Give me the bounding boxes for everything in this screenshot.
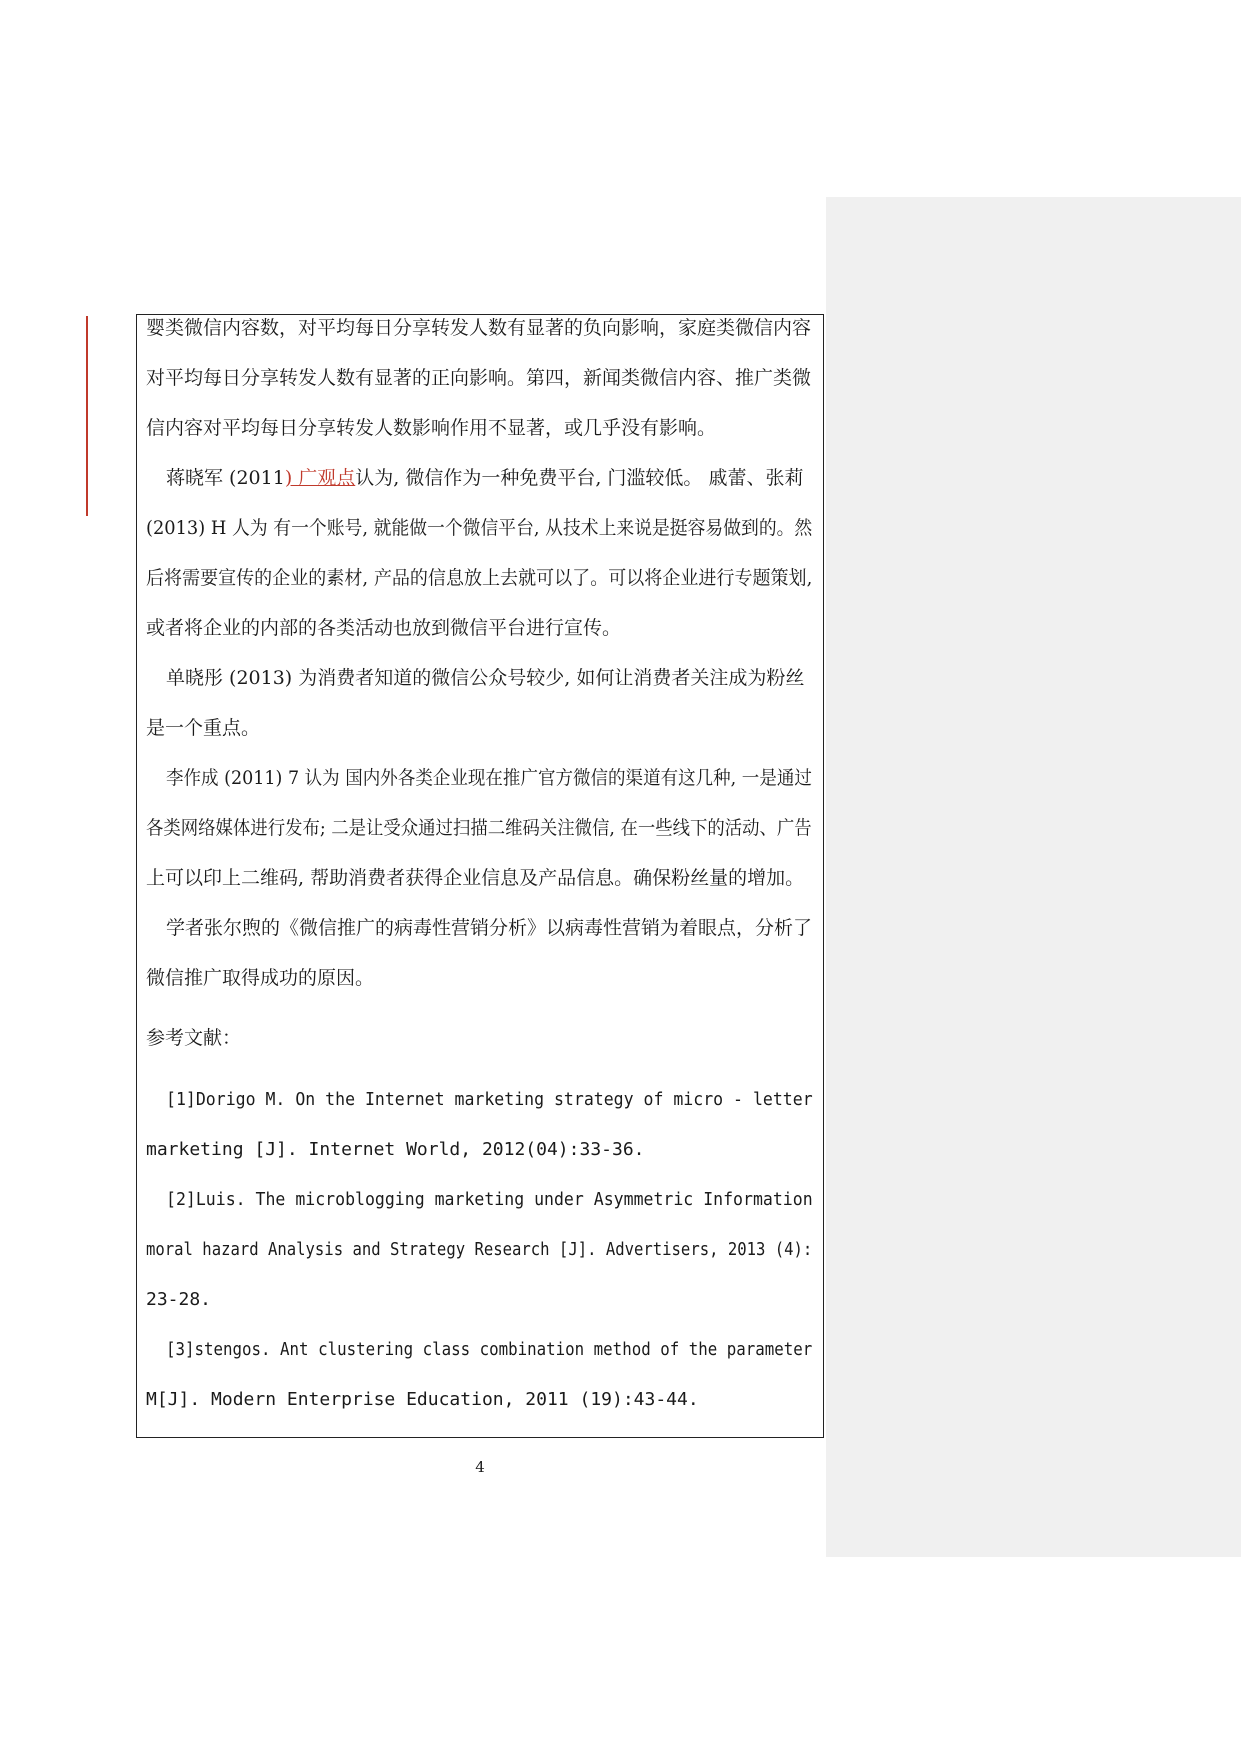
body-line: 李作成 (2011) 7 认为 国内外各类企业现在推广官方微信的渠道有这几种, 一是通过 [166, 767, 812, 789]
body-line: 对平均每日分享转发人数有显著的正向影响。第四，新闻类微信内容、推广类微 [146, 367, 812, 389]
body-line: 学者张尔煦的《微信推广的病毒性营销分析》以病毒性营销为着眼点，分析了 [166, 917, 813, 939]
body-line: 上可以印上二维码, 帮助消费者获得企业信息及产品信息。确保粉丝量的增加。 [146, 867, 805, 889]
tracked-change-insertion[interactable]: ) 广观点 [284, 467, 356, 489]
body-line: (2013) H 人为 有一个账号, 就能做一个微信平台, 从技术上来说是挺容易做到的。然 [146, 517, 813, 539]
reference-line: [2]Luis. The microblogging marketing under Asymmetric Information [166, 1189, 813, 1210]
body-line: 或者将企业的内部的各类活动也放到微信平台进行宣传。 [146, 617, 622, 639]
references-heading: 参考文献： [146, 1027, 242, 1049]
reference-line: marketing [J]. Internet World, 2012(04):33-36. [146, 1139, 645, 1160]
page-number: 4 [475, 1458, 485, 1476]
body-line: 是一个重点。 [146, 717, 261, 739]
body-line: 各类网络媒体进行发布; 二是让受众通过扫描二维码关注微信, 在一些线下的活动、广告 [146, 817, 812, 839]
comment-pane [826, 197, 1241, 1557]
reference-line: [3]stengos. Ant clustering class combination method of the parameter [166, 1339, 813, 1360]
body-text: 认为, 微信作为一种免费平台, 门滥较低。 戚蕾、张莉 [355, 467, 804, 489]
citation-author: 蒋晓军 (2011 [166, 467, 285, 489]
body-line: 信内容对平均每日分享转发人数影响作用不显著，或几乎没有影响。 [146, 417, 717, 439]
body-line: 后将需要宣传的企业的素材, 产品的信息放上去就可以了。可以将企业进行专题策划, [146, 567, 813, 589]
change-bar [86, 316, 88, 516]
body-line: 微信推广取得成功的原因。 [146, 967, 375, 989]
reference-line: [1]Dorigo M. On the Internet marketing strategy of micro - letter [166, 1089, 813, 1110]
reference-line: 23-28. [146, 1289, 212, 1310]
body-line [166, 466, 803, 490]
reference-line: moral hazard Analysis and Strategy Research [J]. Advertisers, 2013 (4): [146, 1239, 813, 1260]
body-line: 单晓彤 (2013) 为消费者知道的微信公众号较少, 如何让消费者关注成为粉丝 [166, 667, 805, 689]
reference-line: M[J]. Modern Enterprise Education, 2011 (19):43-44. [146, 1389, 699, 1410]
body-line: 婴类微信内容数，对平均每日分享转发人数有显著的负向影响，家庭类微信内容 [146, 317, 812, 339]
